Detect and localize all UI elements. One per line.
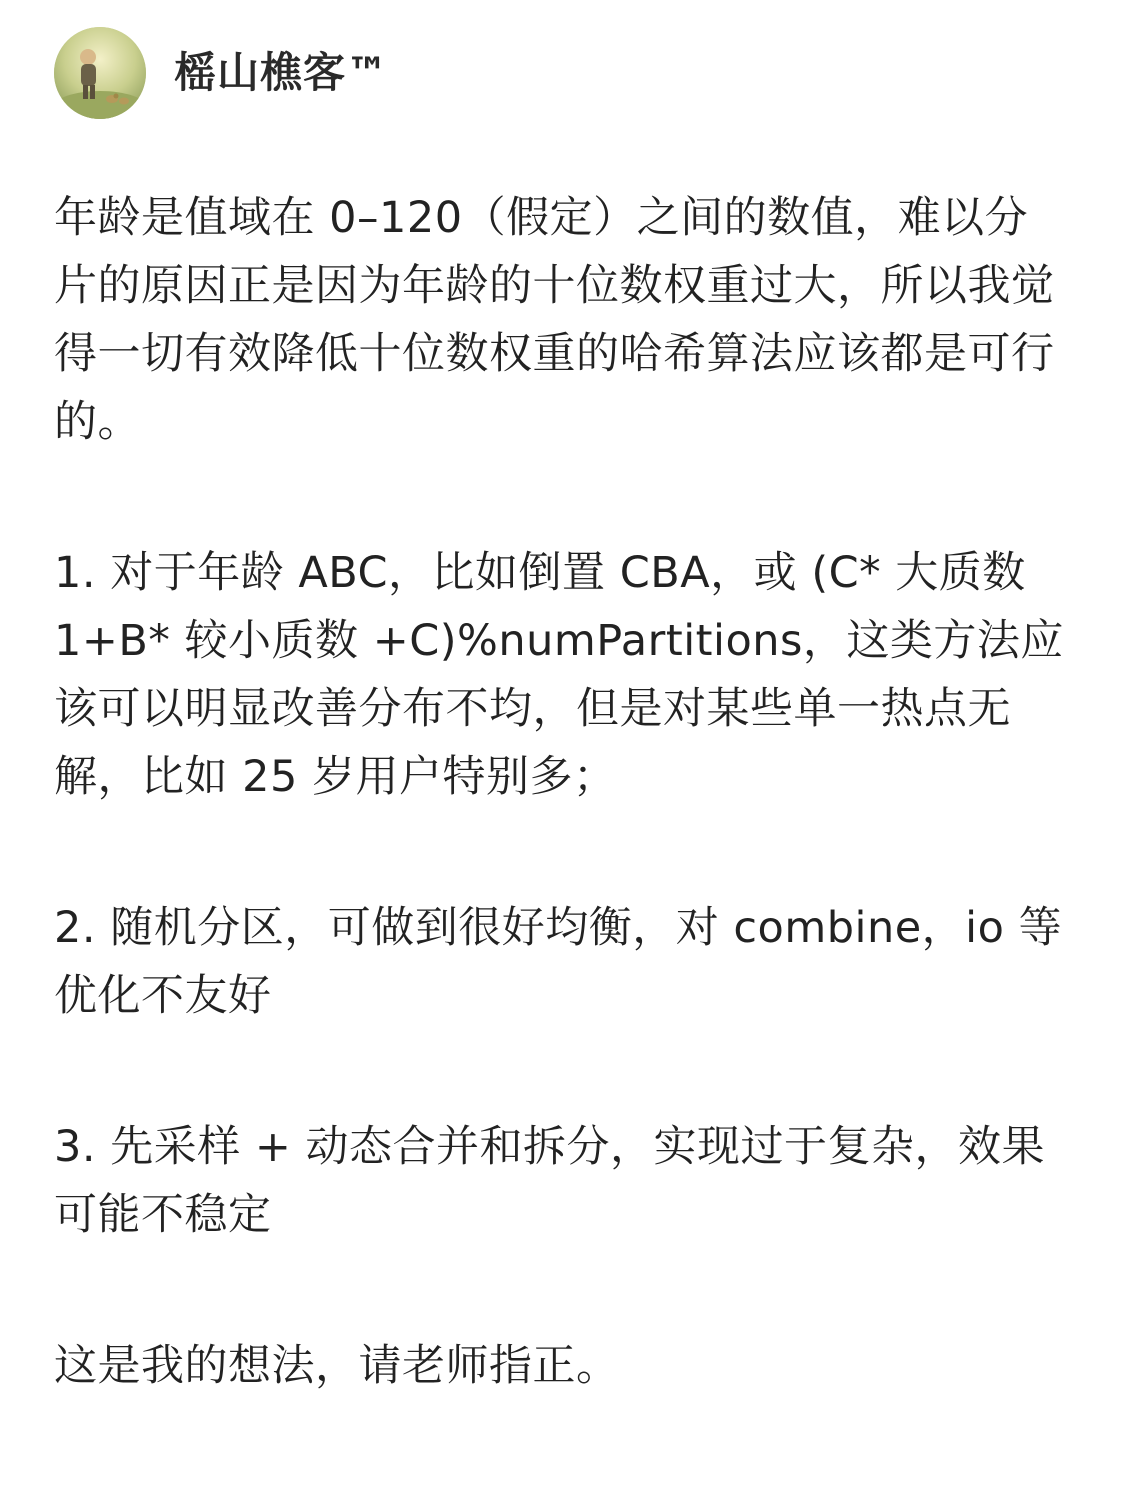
paragraph-option-2: 2. 随机分区，可做到很好均衡，对 combine，io 等优化不友好 [54,903,1063,1021]
paragraph-option-3: 3. 先采样 + 动态合并和拆分，实现过于复杂，效果可能不稳定 [54,1122,1046,1240]
paragraph-option-1: 1. 对于年龄 ABC，比如倒置 CBA，或 (C* 大质数 1+B* 较小质数 +C)%numPartitions，这类方法应该可以明显改善分布不均，但是对某些单一热点无解，比如 25 岁用户特别多； [54,548,1064,802]
author-name[interactable]: 榣山樵客™ [174,48,390,97]
paragraph-intro: 年龄是值域在 0–120（假定）之间的数值，难以分片的原因正是因为年龄的十位数权重过大，所以我觉得一切有效降低十位数权重的哈希算法应该都是可行的。 [54,193,1055,447]
avatar[interactable] [54,27,146,119]
avatar-photo [54,27,146,119]
post-body [54,184,1066,1400]
paragraph-closing: 这是我的想法，请老师指正。 [54,1341,620,1391]
post-header [54,27,389,119]
